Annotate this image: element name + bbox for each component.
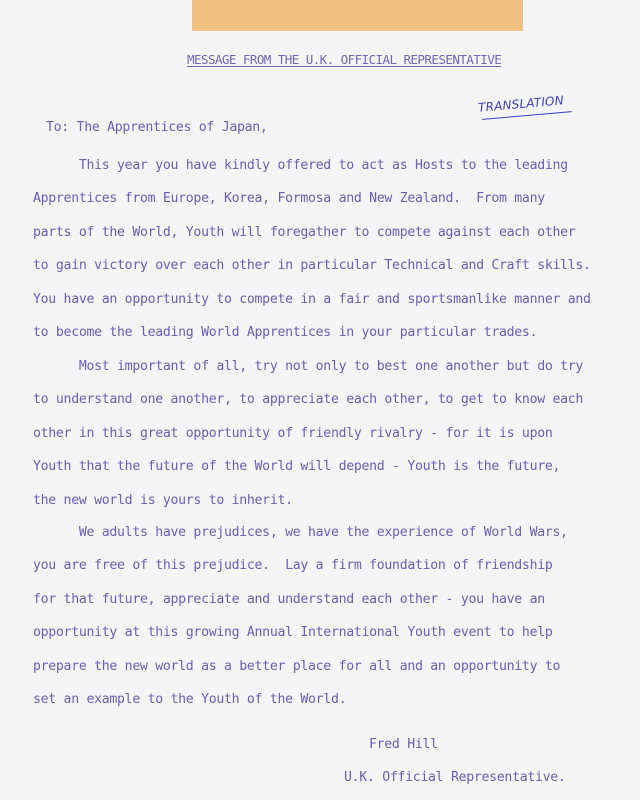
paragraph-line: Most important of all, try not only to best one another but do try [33,359,584,374]
adhesive-tape-strip [192,0,523,31]
paragraph-line: the new world is yours to inherit. [33,492,293,508]
paragraph-line: to understand one another, to appreciate each other, to get to know each [33,392,584,408]
paragraph-3 [33,516,633,716]
handwritten-annotation: TRANSLATION [477,93,565,115]
paragraph-line: We adults have prejudices, we have the experience of World Wars, [33,525,568,540]
paragraph-line: opportunity at this growing Annual International Youth event to help [33,625,553,641]
paragraph-line: prepare the new world as a better place for all and an opportunity to [33,658,561,674]
paragraph-line: to become the leading World Apprentices in your particular trades. [33,324,538,340]
signature-name: Fred Hill [369,737,438,752]
salutation: To: The Apprentices of Japan, [46,120,268,135]
paragraph-line: set an example to the Youth of the World. [33,691,347,707]
document-heading: MESSAGE FROM THE U.K. OFFICIAL REPRESENTATIVE [187,52,502,67]
paragraph-line: Youth that the future of the World will depend - Youth is the future, [33,459,561,475]
paragraph-line: Apprentices from Europe, Korea, Formosa and New Zealand. From many [33,191,545,207]
paragraph-line: to gain victory over each other in particular Technical and Craft skills. [33,258,591,274]
paragraph-line: for that future, appreciate and understand each other - you have an [33,591,545,607]
signature-title: U.K. Official Representative. [344,770,566,785]
paragraph-line: you are free of this prejudice. Lay a firm foundation of friendship [33,558,553,574]
paragraph-2 [33,350,633,517]
paragraph-line: other in this great opportunity of friendly rivalry - for it is upon [33,425,553,441]
paragraph-line: This year you have kindly offered to act as Hosts to the leading [33,158,568,173]
paragraph-1 [33,149,633,349]
paragraph-line: parts of the World, Youth will foregather to compete against each other [33,224,576,240]
paragraph-line: You have an opportunity to compete in a fair and sportsmanlike manner and [33,291,591,307]
